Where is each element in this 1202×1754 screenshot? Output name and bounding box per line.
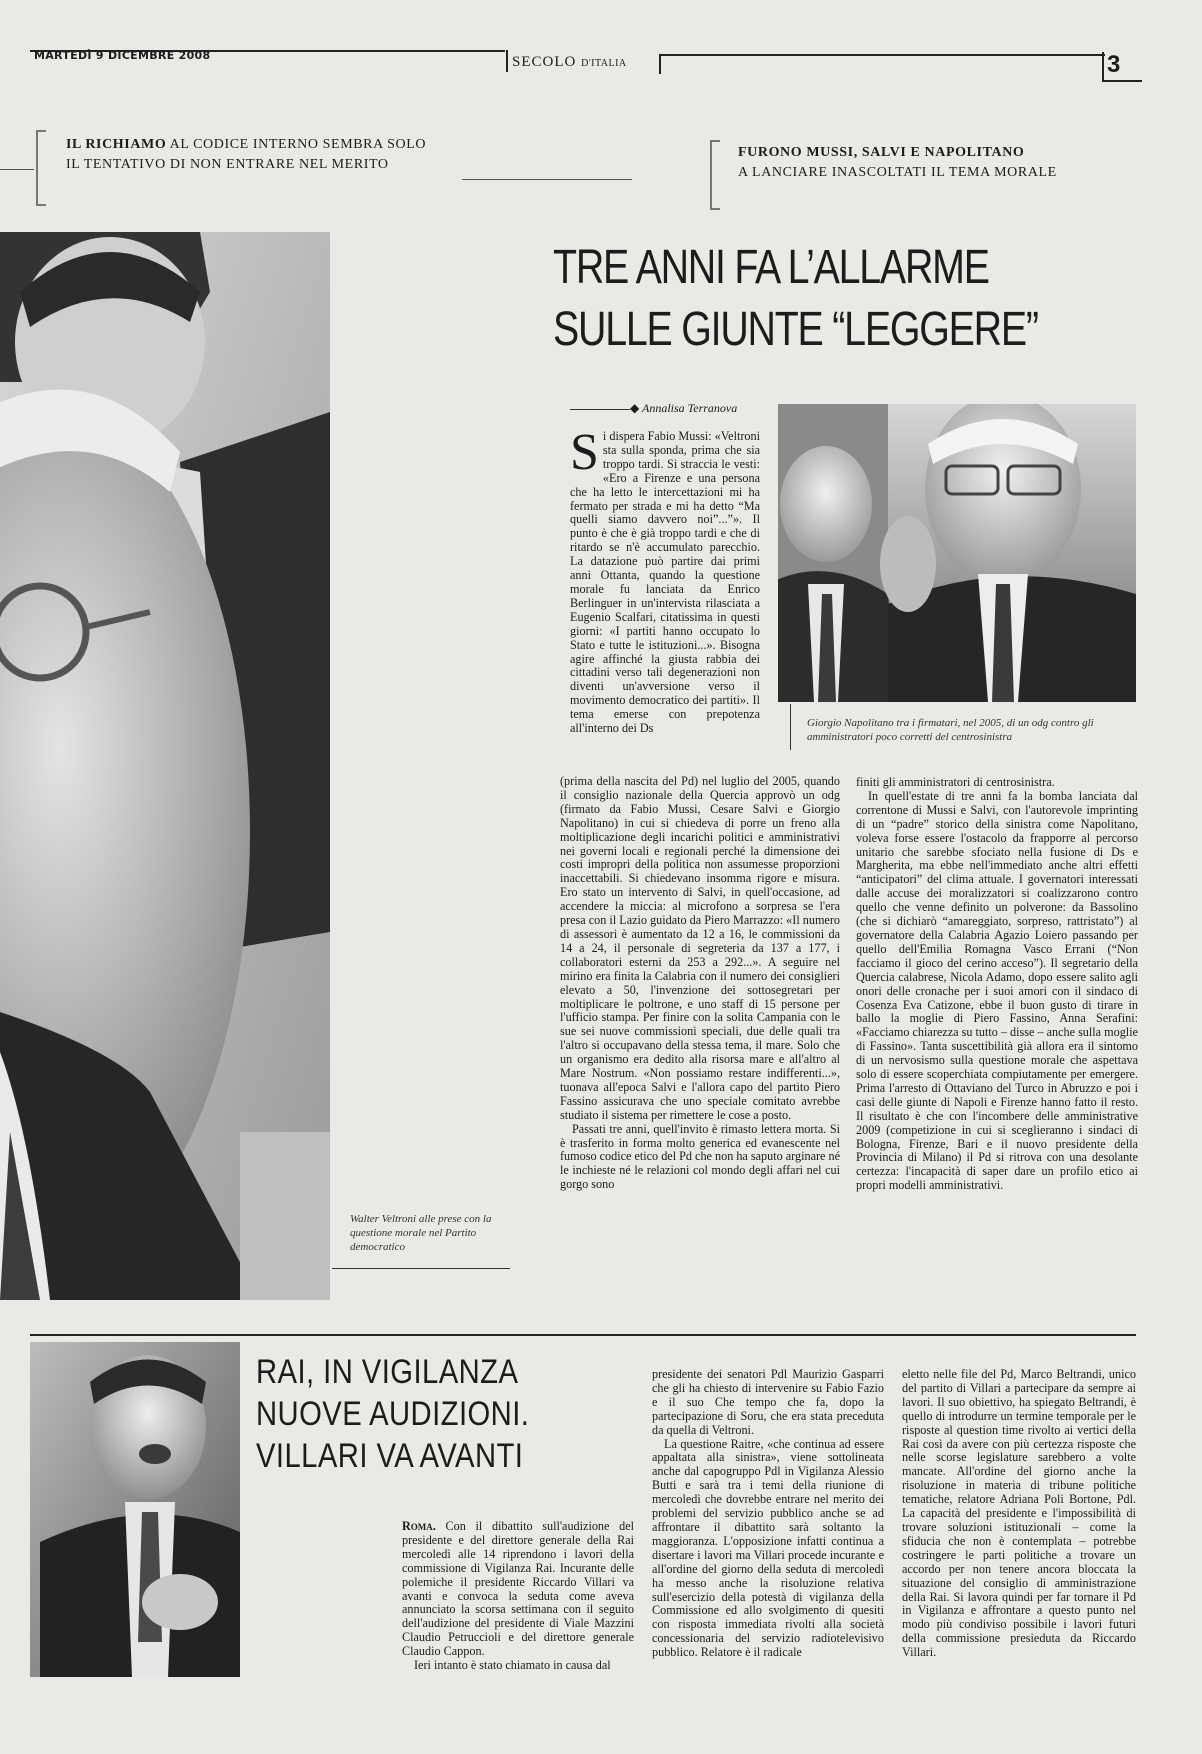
kicker-left-trail-rule xyxy=(462,179,632,180)
article2-title-line2: NUOVE AUDIZIONI. xyxy=(256,1395,530,1433)
byline-author: Annalisa Terranova xyxy=(642,401,738,415)
kicker-right xyxy=(738,143,1178,183)
caption-rule-left xyxy=(332,1268,510,1269)
photo-caption-napolitano: Giorgio Napolitano tra i firmatari, nel 2005, di un odg contro gli amministratori poco corretti del centrosinistra xyxy=(807,717,1094,743)
page-number: 3 xyxy=(1107,51,1121,78)
article2-column-1 xyxy=(402,1520,634,1745)
article1-col2-paragraph-2: Passati tre anni, quell'invito è rimasto lettera morta. Si è trasferito in forma molto generica ed evanescente nel fumoso codice etico del Pd che non ha saputo arginare né le inchieste né le relazioni col mondo degli affari nel cui gorgo sono xyxy=(560,1121,840,1192)
photo-villari xyxy=(30,1342,240,1677)
kicker-right-line1: FURONO MUSSI, SALVI E NAPOLITANO xyxy=(738,145,1025,160)
kicker-left xyxy=(66,135,486,175)
article2-col2-paragraph-1: presidente dei senatori Pdl Maurizio Gasparri che gli ha chiesto di intervenire su Fabio Fazio e il suo Che tempo che fa, dopo la partecipazione di Soru, che era stata preceduta da quella di Veltroni. xyxy=(652,1368,884,1437)
article1-column-3 xyxy=(856,776,1138,1298)
article1-title-line2: SULLE GIUNTE “LEGGERE” xyxy=(553,303,1038,356)
kicker-left-rest: AL CODICE INTERNO SEMBRA SOLO xyxy=(166,137,427,152)
kicker-left-rule xyxy=(0,169,34,170)
photo-caption-veltroni: Walter Veltroni alle prese con la questione morale nel Partito democratico xyxy=(350,1213,492,1253)
article2-title-line3: VILLARI VA AVANTI xyxy=(256,1437,524,1475)
article1-col1-text: i dispera Fabio Mussi: «Veltroni sta sulla sponda, prima che sia troppo tardi. Si straccia le vesti: «Ero a Firenze e una persona che ha letto le intercettazioni mi ha fermato per strada e mi ha detto “Ma quelli siamo davvero noi”...”». Il punto è che è già troppo tardi e che di ritardo se n'è accumulato parecchio. La datazione può partire dai primi anni Ottanta, quando la questione morale fu lanciata da Enrico Berlinguer in un'intervista rilasciata a Eugenio Scalfari, citatissima in questi giorni: «I partiti hanno occupato lo Stato e tutte le istituzioni...». Bisogna agire affinché la giusta rabbia dei cittadini verso tali degenerazioni non diventi un'avversione verso il movimento democratico dei partiti». Il tema emerse con prepotenza all'interno dei Ds xyxy=(570,430,760,736)
article2-dateline: Roma. xyxy=(402,1520,436,1533)
photo-veltroni xyxy=(0,232,330,1300)
byline-rule xyxy=(570,409,630,410)
header-rule-middle xyxy=(660,54,1105,56)
article1-col3-paragraph-2: In quell'estate di tre anni fa la bomba lanciata dal correntone di Mussi e Salvi, con l'autorevole imprinting di un “padre” storico della sinistra come Napolitano, voleva forse essere l'ostacolo da frapporre al percorso unitario che sarebbe sfociato nella fusione di Ds e Margherita, ma ebbe nell'immediato anche altri effetti “anticipatori” del clima attuale. I governatori interessati dalle accuse dei moralizzatori si coalizzarono contro quello che venne definito un polverone: da Bassolino (che si dichiarò “amareggiato, sorpreso, rattristato”) al governatore della Calabria Agazio Loiero passando per quello dell'Emilia Romagna Vasco Errani (“Non facciamo il gioco del cerino acceso”). Il segretario della Quercia calabrese, Nicola Adamo, dopo essere salito agli onori delle cronache per i suoi amori con il sindaco di Cosenza Eva Catizone, ebbe il buon gusto di tirare in ballo la moglie di Piero Fassino, Anna Serafini: «Facciamo chiarezza su tutto – disse – anche sulla moglie di Fassino». Tanta suscettibilità già allora era il sintomo di un nervosismo sulla questione morale che aspettava solo di essere scoperchiata compiutamente per emergere. Prima l'arresto di Ottaviano del Turco in Abruzzo e poi i casi delle giunte di Napoli e Firenze hanno fatto il resto. Il risultato è che con l'incombere delle amministrative 2009 (competizione in cui si sceglieranno i sindaci di Bologna, Firenze, Bari e il nuovo presidente della Provincia di Milano) il Pd si ritrova con una desolante certezza: l'incapacità di saper dare un profilo etico ai propri modelli amministrativi. xyxy=(856,788,1138,1193)
kicker-left-bracket xyxy=(36,130,46,206)
header-page-underline xyxy=(1102,80,1142,82)
article2-col1-paragraph-1 xyxy=(402,1520,634,1659)
article1-title-line1: TRE ANNI FA L’ALLARME xyxy=(553,241,989,294)
kicker-left-bold: IL RICHIAMO xyxy=(66,137,167,152)
article1-dropcap: S xyxy=(570,430,599,481)
article2-col2-paragraph-2: La questione Raitre, «che continua ad essere appaltata alla sinistra», viene sottolineata anche dal capogruppo Pdl in Vigilanza Alessio Butti e sarà tra i temi della riunione di mercoledì che dovrebbe entrare nel merito dei problemi del servizio pubblico anche se ad affrontare il dibattito sarà soltanto la maggioranza. L'opposizione infatti continua a disertare i lavori ma Villari procede incurante e all'ordine del giorno della seduta di mercoledì ha messo anche la risoluzione relativa sull'esercizio della potestà di vigilanza della Commissione ed allo svolgimento di quesiti con risposta immediata rivolti alla società concessionaria del servizio radiotelevisivo pubblico. Relatore è il radicale xyxy=(652,1436,884,1660)
caption-rule-right xyxy=(790,704,791,750)
article2-title-line1: RAI, IN VIGILANZA xyxy=(256,1353,519,1391)
header-paper-name xyxy=(512,54,627,71)
article2-top-rule xyxy=(30,1334,1136,1336)
kicker-right-bracket xyxy=(710,140,720,210)
photo-veltroni-image xyxy=(0,232,330,1300)
header-divider-1 xyxy=(506,50,508,72)
photo-napolitano-image xyxy=(778,404,1136,702)
header-divider-2 xyxy=(659,54,661,74)
article2-col1-text: Con il dibattito sull'audizione del presidente e del direttore generale della Rai mercoledì alle 14 riprendono i lavori della commissione di Vigilanza Rai. Incurante delle polemiche il presidente Riccardo Villari va avanti e convoca la seduta come aveva annunciato la scorsa settimana con il seguito dell'audizione del presidente di Viale Mazzini Claudio Petruccioli e del direttore generale Claudio Cappon. xyxy=(402,1520,634,1659)
article1-byline xyxy=(630,401,737,416)
article1-column-2 xyxy=(560,775,840,1295)
article2-column-2 xyxy=(652,1368,884,1746)
article2-col1-paragraph-2: Ieri intanto è stato chiamato in causa dal xyxy=(414,1658,611,1673)
article2-column-3 xyxy=(902,1368,1136,1746)
photo-napolitano xyxy=(778,404,1136,702)
header-divider-3 xyxy=(1102,52,1104,82)
kicker-left-line2: IL TENTATIVO DI NON ENTRARE NEL MERITO xyxy=(66,157,389,172)
header-paper-suffix: D'ITALIA xyxy=(581,58,627,69)
byline-diamond-icon: ◆ xyxy=(630,401,643,415)
article1-col2-paragraph-1: (prima della nascita del Pd) nel luglio del 2005, quando il consiglio nazionale della Quercia approvò un odg (firmato da Fabio Mussi, Cesare Salvi e Giorgio Napolitano) in cui si chiedeva di porre un freno alla moltiplicazione degli incarichi politici e amministrativi nei governi locali e regionali perché la dimensione dei costi impropri della politica non assumesse proporzioni inaccettabili. Si chiedevano insomma rigore e misura. Ero stato un intervento di Salvi, in quell'occasione, ad accendere la miccia: al microfono a sorpresa se l'era presa con il Lazio guidato da Piero Marrazzo: «Il numero di assessori è aumentato da 12 a 16, le commissioni da 14 a 24, il personale di segreteria da 137 a 177, i collaboratori esterni da 253 a 292...». A seguire nel mirino era finita la Calabria con il numero dei consiglieri elevato a 50, l'invenzione dei sottosegretari per moltiplicare le poltrone, e uno staff di 15 persone per l'ufficio stampa. Per finire con la solita Campania con le sue sei nuove commissioni speciali, due delle quali tra l'altro si occupavano della stessa tema, il mare. Solo che un organismo era dedito alla risorsa mare e all'altro al Mare Nostrum. «Non possiamo restare indifferenti...», tuonava all'epoca Salvi e l'allora capo del partito Piero Fassino assicurava che uno speciale comitato avrebbe studiato il sistema per rimettere le cose a posto. xyxy=(560,775,840,1122)
article1-column-1 xyxy=(570,430,760,774)
kicker-right-line2: A LANCIARE INASCOLTATI IL TEMA MORALE xyxy=(738,165,1057,180)
photo-villari-image xyxy=(30,1342,240,1677)
kicker-left-line1 xyxy=(66,135,486,155)
article1-col1-paragraph xyxy=(570,430,760,736)
header-date: MARTEDÌ 9 DICEMBRE 2008 xyxy=(34,49,211,62)
header-paper-title: SECOLO xyxy=(512,54,577,70)
article1-col3-paragraph-1: finiti gli amministratori di centrosinistra. xyxy=(856,776,1055,789)
article2-col3-paragraph-1: eletto nelle file del Pd, Marco Beltrandi, unico del partito di Villari a partecipare da sempre ai lavori. Il suo obiettivo, ha spiegato Beltrandi, è quello di introdurre un termine temporale per le risposte al question time rivolto ai vertici della Rai così da avere con più certezza risposte che nelle scorse legislature sarebbero a volte mancate. All'ordine del giorno anche la risoluzione in materia di tribune politiche tematiche, relatore Adriana Poli Bortone, Pdl. La capacità del presidente e l'impossibilità di trovare soluzioni istituzionali – come la sfiducia che non è contemplata – potrebbe costringere le parti politiche a trovare un accordo per non tenere ancora bloccata la situazione del consiglio di amministrazione della Rai. Si lavora quindi per far tornare il Pd in Vigilanza e affrontare a questo punto nel modo più condiviso possibile i lavori futuri della commissione presieduta da Riccardo Villari. xyxy=(902,1368,1136,1660)
